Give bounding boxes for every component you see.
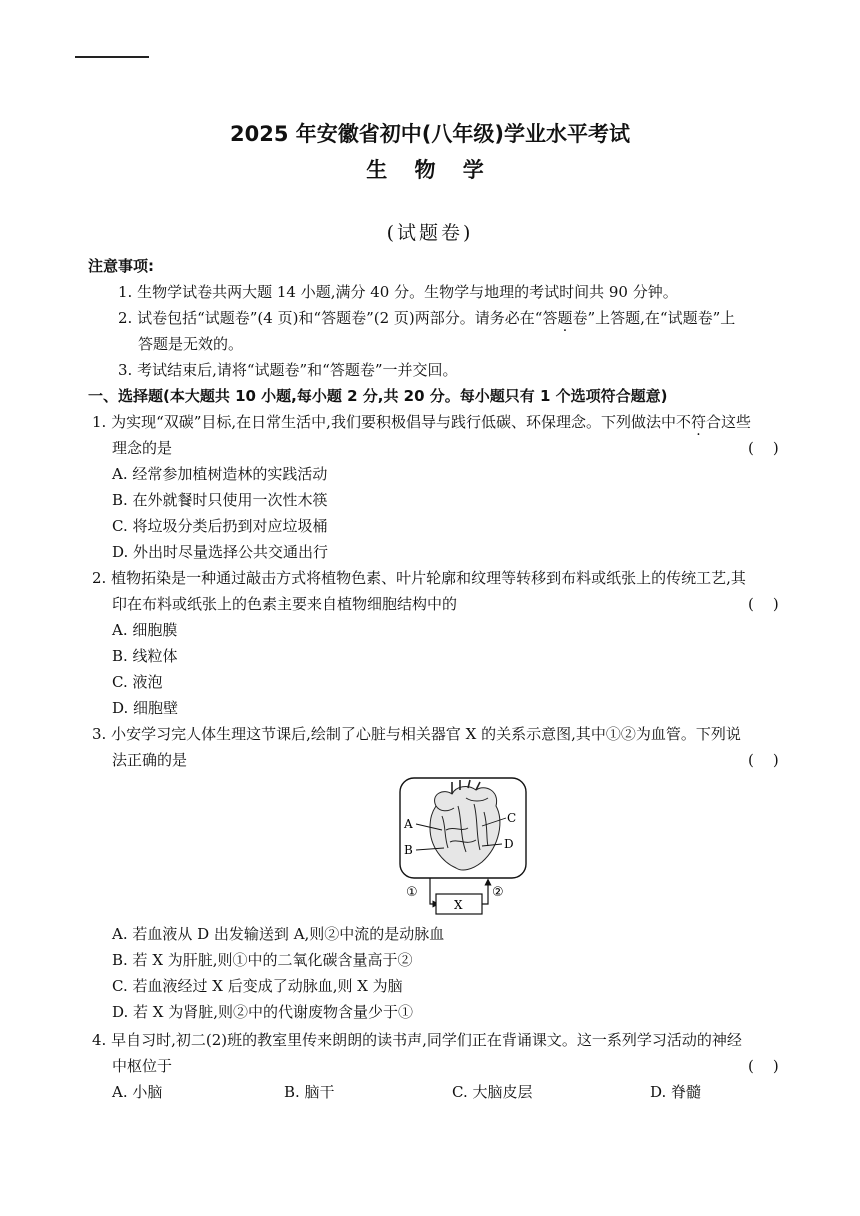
q3-option-a: A. 若血液从 D 出发输送到 A,则②中流的是动脉血 (112, 925, 445, 943)
q2-option-a: A. 细胞膜 (112, 621, 178, 639)
q1-option-c: C. 将垃圾分类后扔到对应垃圾桶 (112, 517, 328, 535)
subject-title: 生 物 学 (366, 158, 494, 182)
q1-stem-cont: 理念的是 (112, 439, 173, 457)
q4-option-c: C. 大脑皮层 (452, 1083, 533, 1101)
header-rule (75, 56, 149, 58)
q2-option-b: B. 线粒体 (112, 647, 178, 665)
q2-stem-cont: 印在布料或纸张上的色素主要来自植物细胞结构中的 (112, 595, 458, 613)
note-3: 3. 考试结束后,请将“试题卷”和“答题卷”一并交回。 (118, 361, 458, 379)
q1-option-b: B. 在外就餐时只使用一次性木筷 (112, 491, 328, 509)
note-2: 2. 试卷包括“试题卷”(4 页)和“答题卷”(2 页)两部分。请务必在“答题卷”上答题,在“试题卷”上 (118, 309, 736, 327)
q4-option-b: B. 脑干 (284, 1083, 335, 1101)
volume-label: (试题卷) (386, 222, 474, 244)
q2-option-d: D. 细胞壁 (112, 699, 179, 717)
note-1: 1. 生物学试卷共两大题 14 小题,满分 40 分。生物学与地理的考试时间共 90 分钟。 (118, 283, 678, 301)
emphasis-text: 答题卷 (542, 309, 588, 327)
label-c: C (507, 811, 517, 825)
q4-option-a: A. 小脑 (112, 1083, 163, 1101)
q4-option-d: D. 脊髓 (650, 1083, 702, 1101)
q4-stem-cont: 中枢位于 (112, 1057, 173, 1075)
q1-answer-blank: ( ) (748, 439, 779, 457)
label-d: D (504, 837, 514, 851)
q1-option-a: A. 经常参加植树造林的实践活动 (112, 465, 328, 483)
exam-title: 2025 年安徽省初中(八年级)学业水平考试 (230, 122, 630, 146)
q4-answer-blank: ( ) (748, 1057, 779, 1075)
label-a: A (404, 817, 413, 831)
q2-stem: 2. 植物拓染是一种通过敲击方式将植物色素、叶片轮廓和纹理等转移到布料或纸张上的传统工艺,其 (92, 569, 746, 587)
q3-stem-cont: 法正确的是 (112, 751, 188, 769)
notes-heading: 注意事项: (88, 257, 154, 275)
q3-answer-blank: ( ) (748, 751, 779, 769)
q4-stem: 4. 早自习时,初二(2)班的教室里传来朗朗的读书声,同学们正在背诵课文。这一系列学习活动的神经 (92, 1031, 742, 1049)
label-vessel-2: ② (492, 885, 504, 900)
vessel-1 (430, 878, 436, 904)
q1-stem: 1. 为实现“双碳”目标,在日常生活中,我们要积极倡导与践行低碳、环保理念。下列做法中不符合这些 (92, 413, 751, 431)
q3-stem: 3. 小安学习完人体生理这节课后,绘制了心脏与相关器官 X 的关系示意图,其中①②为血管。下列说 (92, 725, 741, 743)
section-heading: 一、选择题(本大题共 10 小题,每小题 2 分,共 20 分。每小题只有 1 个选项符合题意) (88, 387, 668, 405)
q3-option-c: C. 若血液经过 X 后变成了动脉血,则 X 为脑 (112, 977, 403, 995)
emphasis-text: 不符合 (675, 413, 721, 431)
q3-option-d: D. 若 X 为肾脏,则②中的代谢废物含量少于① (112, 1003, 414, 1021)
q1-option-d: D. 外出时尽量选择公共交通出行 (112, 543, 329, 561)
label-vessel-1: ① (406, 885, 418, 900)
label-b: B (404, 843, 413, 857)
note-2-cont: 答题是无效的。 (138, 335, 244, 353)
label-x: X (454, 898, 463, 912)
vessel-2 (482, 882, 488, 904)
q3-option-b: B. 若 X 为肝脏,则①中的二氧化碳含量高于② (112, 951, 413, 969)
heart-diagram (396, 776, 530, 916)
q2-answer-blank: ( ) (748, 595, 779, 613)
q2-option-c: C. 液泡 (112, 673, 163, 691)
